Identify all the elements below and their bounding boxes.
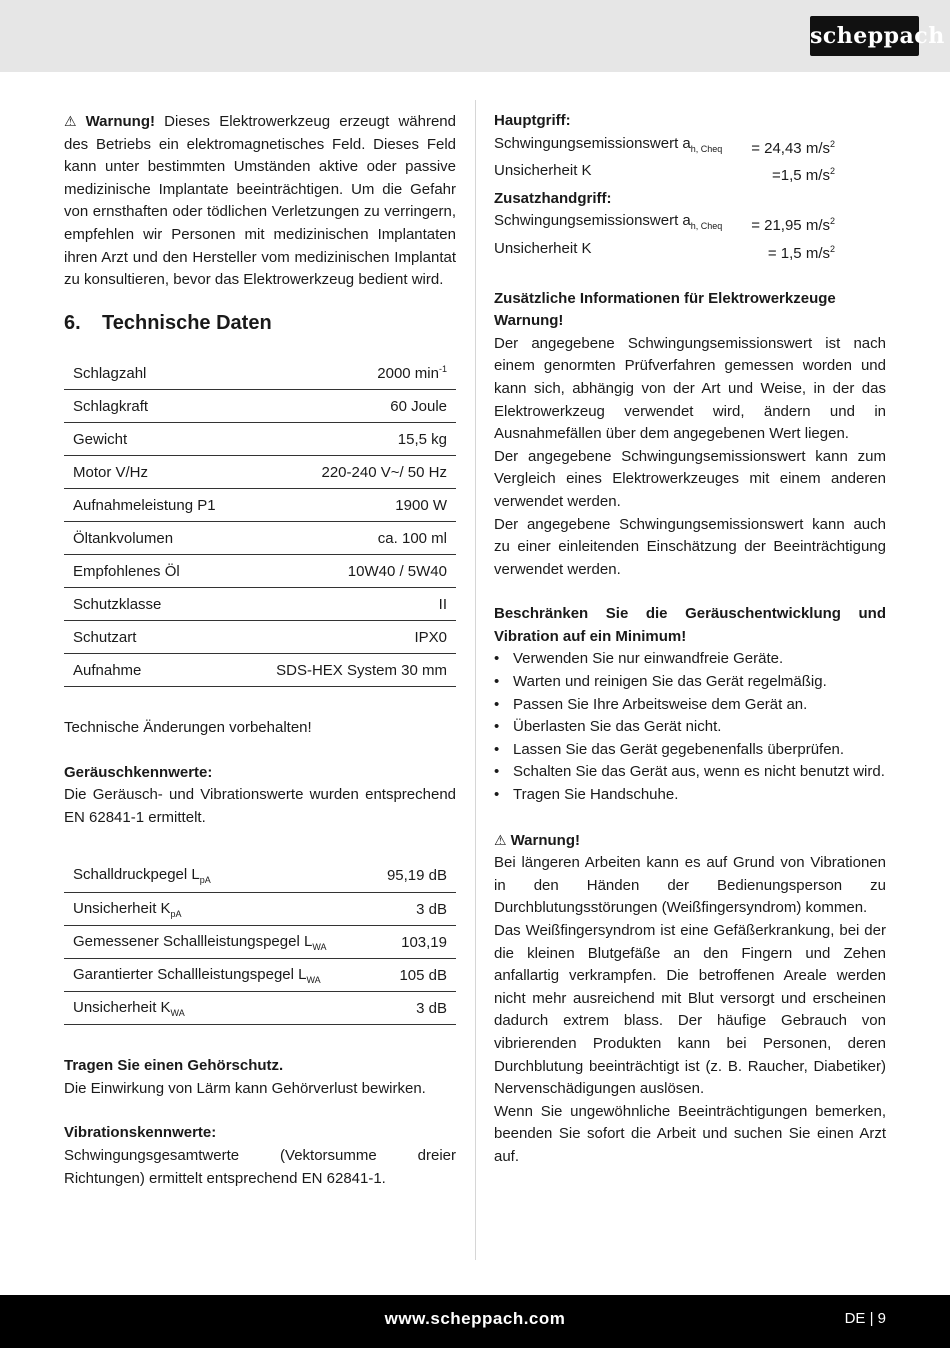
vibration-value-sup: 2: [829, 243, 835, 254]
vibration-value-text: = 24,43 m/s: [751, 139, 830, 157]
noise-value: 105 dB: [368, 959, 456, 992]
aux-grip-heading: Zusatzhandgriff:: [494, 189, 612, 207]
vibration-value-text: = 1,5 m/s: [767, 244, 830, 262]
info-warning: Warnung!: [494, 312, 564, 330]
list-item: • Lassen Sie das Gerät gegebenenfalls überprüfen.: [494, 739, 886, 762]
spec-label: Schutzklasse: [64, 588, 244, 621]
noise-value: 3 dB: [368, 992, 456, 1025]
warning-2-label: Warnung!: [510, 831, 580, 849]
spec-label: Schlagzahl: [64, 357, 244, 390]
spec-value: [244, 423, 456, 456]
vibration-label: [494, 133, 744, 161]
vibration-row: [494, 210, 886, 238]
noise-label: [64, 992, 368, 1025]
noise-value: 95,19 dB: [368, 860, 456, 893]
spec-value-text: IPX0: [414, 628, 447, 646]
limit-list: [494, 648, 886, 806]
table-row: [64, 456, 456, 489]
list-item: • Verwenden Sie nur einwandfreie Geräte.: [494, 648, 886, 671]
table-row: [64, 654, 456, 687]
noise-value: 103,19: [368, 926, 456, 959]
table-row: [64, 860, 456, 893]
column-divider: [475, 100, 476, 1260]
vibration-value: [744, 210, 835, 238]
noise-value: 3 dB: [368, 893, 456, 926]
spec-value: [244, 654, 456, 687]
vibration-label-sub: h, Cheq: [690, 221, 723, 232]
table-row: [64, 489, 456, 522]
spec-value-text: II: [438, 595, 447, 613]
warning-triangle-icon: ⚠: [494, 831, 507, 848]
section-heading: [64, 312, 456, 335]
list-item: • Passen Sie Ihre Arbeitsweise dem Gerät an.: [494, 694, 886, 717]
spec-value: [244, 621, 456, 654]
list-item: • Tragen Sie Handschuhe.: [494, 784, 886, 807]
vibration-value-sup: 2: [829, 166, 835, 177]
vibration-value-text: =1,5 m/s: [772, 167, 830, 185]
spec-label: Öltankvolumen: [64, 522, 244, 555]
noise-label-text: Unsicherheit K: [73, 998, 171, 1016]
vibration-heading: Vibrationskennwerte:: [64, 1124, 217, 1142]
noise-label-sub: pA: [170, 908, 182, 919]
spec-label: Schlagkraft: [64, 390, 244, 423]
noise-label: [64, 893, 368, 926]
scheppach-logo: scheppach: [810, 16, 919, 56]
vibration-label-text: Unsicherheit K: [494, 239, 592, 257]
vibration-value-sup: 2: [829, 216, 835, 227]
tech-data-table: [64, 357, 456, 688]
spec-value-text: 2000 min: [377, 365, 439, 382]
limit-heading: Beschränken Sie die Geräuschentwicklung und Vibration auf ein Minimum!: [494, 605, 886, 645]
spec-value-text: 15,5 kg: [397, 430, 447, 448]
table-row: [64, 390, 456, 423]
vibration-label: [494, 210, 744, 238]
warning-label: Warnung!: [85, 113, 155, 130]
table-row: [64, 893, 456, 926]
spec-value-text: 60 Joule: [390, 397, 447, 415]
warning-2-paragraph-2: Das Weißfingersyndrom ist eine Gefäßerkrankung, bei der die kleinen Blutgefäße an den Fingern und Zehen anfallartig verkrampfen. Die betroffenen Areale werden nicht mehr ausreichend mit Blut versorgt und erscheinen dadurch extrem blass. Der häufige Gebrauch von vibrierenden Produkten kann bei Personen, deren Durchblutung beeinträchtigt ist (z. B. Raucher, Diabetiker) Nervenschädigungen auslösen.: [494, 922, 886, 1098]
noise-label-text: Gemessener Schallleistungspegel L: [73, 932, 313, 950]
vibration-label-text: Schwingungsemissionswert a: [494, 212, 691, 230]
spec-value-text: ca. 100 ml: [377, 529, 447, 547]
spec-value-text: 220-240 V~/ 50 Hz: [321, 463, 447, 481]
spec-label: Schutzart: [64, 621, 244, 654]
info-paragraph-1: Der angegebene Schwingungsemissionswert ist nach einem genormten Prüfverfahren gemessen worden und kann sich, abhängig von der Art und Weise, in der das Elektrowerkzeug verwendet wird, ändern und in Ausnahmefällen über dem angegebenen Wert liegen.: [494, 334, 886, 443]
page-header: [0, 0, 950, 72]
ear-protection-text: Die Einwirkung von Lärm kann Gehörverlust bewirken.: [64, 1079, 426, 1097]
spec-label: Aufnahmeleistung P1: [64, 489, 244, 522]
table-row: [64, 357, 456, 390]
noise-label: [64, 860, 368, 893]
warning-2-heading: [494, 829, 886, 853]
info-paragraph-2: Der angegebene Schwingungsemissionswert kann zum Vergleich eines Elektrowerkzeuges mit einem anderen verwendet werden.: [494, 447, 886, 510]
list-item: • Überlasten Sie das Gerät nicht.: [494, 716, 886, 739]
vibration-label-sub: h, Cheq: [690, 143, 723, 154]
main-grip-values: [494, 133, 886, 188]
main-grip-heading: Hauptgriff:: [494, 112, 571, 129]
spec-value: [244, 489, 456, 522]
warning-text: Dieses Elektrowerkzeug erzeugt während des Betriebs ein elektromagnetisches Feld. Dieses Feld kann unter bestimmten Umständen aktive oder passive medizinische Implantate beeinträchtigen. Um die Gefahr von ernsthaften oder tödlichen Verletzungen zu verringern, empfehlen wir Personen mit medizinischen Implantaten ihren Arzt und den Hersteller vom medizinischen Implantat zu konsultieren, bevor das Elektrowerkzeug bedient wird.: [64, 113, 456, 289]
noise-label: [64, 926, 368, 959]
spec-value-text: 10W40 / 5W40: [347, 562, 447, 580]
emf-warning-paragraph: [64, 110, 456, 292]
table-row: [64, 959, 456, 992]
noise-label-text: Unsicherheit K: [73, 899, 171, 917]
spec-value: [244, 390, 456, 423]
spec-value-text: 1900 W: [395, 496, 447, 514]
noise-label-text: Garantierter Schallleistungspegel L: [73, 965, 307, 983]
table-row: [64, 588, 456, 621]
aux-grip-values: [494, 210, 886, 265]
vibration-value: [744, 133, 835, 161]
table-row: [64, 621, 456, 654]
info-heading: Zusätzliche Informationen für Elektrowerkzeuge: [494, 289, 836, 307]
vibration-label: [494, 160, 744, 188]
vibration-row: [494, 133, 886, 161]
noise-text: Die Geräusch- und Vibrationswerte wurden entsprechend EN 62841-1 ermittelt.: [64, 786, 456, 827]
noise-heading: Geräuschkennwerte:: [64, 763, 213, 781]
vibration-label: [494, 238, 744, 266]
spec-label: Empfohlenes Öl: [64, 555, 244, 588]
section-number: 6.: [64, 311, 81, 334]
tech-note: Technische Änderungen vorbehalten!: [64, 719, 312, 737]
table-row: [64, 423, 456, 456]
left-column: [64, 110, 456, 1190]
noise-label-sub: WA: [170, 1007, 185, 1018]
section-title: Technische Daten: [102, 311, 272, 334]
spec-label: Gewicht: [64, 423, 244, 456]
spec-value: [244, 555, 456, 588]
spec-value: [244, 522, 456, 555]
warning-triangle-icon: ⚠: [64, 113, 82, 129]
spec-label: Motor V/Hz: [64, 456, 244, 489]
vibration-label-text: Unsicherheit K: [494, 162, 592, 180]
vibration-row: [494, 160, 886, 188]
spec-value-text: SDS-HEX System 30 mm: [276, 661, 447, 679]
list-item: • Warten und reinigen Sie das Gerät regelmäßig.: [494, 671, 886, 694]
spec-value: [244, 588, 456, 621]
warning-2-paragraph-3: Wenn Sie ungewöhnliche Beeinträchtigungen bemerken, beenden Sie sofort die Arbeit und suchen Sie einen Arzt auf.: [494, 1102, 886, 1165]
website-link[interactable]: www.scheppach.com: [384, 1309, 566, 1328]
vibration-text: Schwingungsgesamtwerte (Vektorsumme dreier Richtungen) ermittelt entsprechend EN 62841-1.: [64, 1146, 456, 1187]
noise-table: [64, 860, 456, 1026]
noise-label-sub: pA: [199, 875, 211, 886]
list-item: • Schalten Sie das Gerät aus, wenn es nicht benutzt wird.: [494, 761, 886, 784]
vibration-value-sup: 2: [829, 138, 835, 149]
spec-value-sup: -1: [438, 364, 447, 374]
info-paragraph-3: Der angegebene Schwingungsemissionswert kann auch zu einer einleitenden Einschätzung der Beeinträchtigung verwendet werden.: [494, 515, 886, 578]
noise-label: [64, 959, 368, 992]
vibration-value: [744, 238, 835, 266]
vibration-row: [494, 238, 886, 266]
noise-label-text: Schalldruckpegel L: [73, 866, 200, 884]
table-row: [64, 555, 456, 588]
spec-value: [244, 357, 456, 390]
warning-2-paragraph-1: Bei längeren Arbeiten kann es auf Grund von Vibrationen in den Händen der Bedienungsperson zu Durchblutungsstörungen (Weißfingersyndrom) kommen.: [494, 854, 886, 917]
page-footer: [0, 1295, 950, 1348]
table-row: [64, 522, 456, 555]
vibration-value: [744, 160, 835, 188]
page-number: DE | 9: [844, 1310, 886, 1327]
ear-protection-heading: Tragen Sie einen Gehörschutz.: [64, 1057, 284, 1075]
table-row: [64, 926, 456, 959]
noise-label-sub: WA: [306, 974, 321, 985]
spec-value: [244, 456, 456, 489]
right-column: [494, 110, 886, 1169]
noise-label-sub: WA: [312, 941, 327, 952]
spec-label: Aufnahme: [64, 654, 244, 687]
vibration-value-text: = 21,95 m/s: [751, 217, 830, 235]
table-row: [64, 992, 456, 1025]
vibration-label-text: Schwingungsemissionswert a: [494, 134, 691, 152]
